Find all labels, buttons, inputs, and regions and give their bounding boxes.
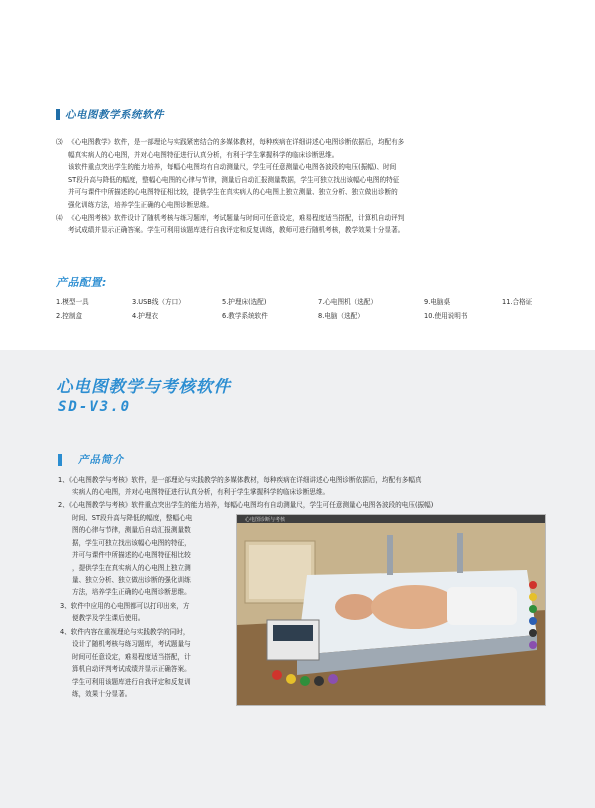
para-line: ⑶ 《心电图教学》软件，是一部理论与实践紧密结合的多媒体教材，每种疾病在详细讲述心电图诊断依据后，均配有多 [56, 138, 405, 146]
para-line: 考试成绩并显示正确答案。学生可利用该题库进行自我评定和反复训练，教师可进行随机考核，教学效果十分显著。 [68, 226, 405, 235]
para-line: 并可与课件中所描述的心电图特征相比较，提供学生在真实病人的心电图上独立测量、独立分析、独立做出诊断的 [68, 188, 398, 197]
config-item: 3.USB线（方口） [132, 298, 185, 306]
para-line: 幅真实病人的心电图，并对心电图特征进行认真分析，有利于学生掌握科学的临床诊断思维。 [68, 150, 339, 159]
config-item: 7.心电图机（选配） [318, 298, 378, 306]
para-line: ST段升高与降低的幅度，整幅心电图的心律与节律，测量后自动汇报测量数据，学生可独立找出该幅心电图的特征 [68, 175, 400, 184]
config-item: 4.护理衣 [132, 312, 159, 320]
config-item: 10.使用说明书 [424, 312, 468, 320]
config-item: 11.合格证 [502, 298, 533, 306]
section-bar-icon [56, 109, 60, 120]
config-row [56, 310, 546, 324]
intro-title: 产品简介 [58, 452, 124, 467]
config-title: 产品配置: [56, 276, 107, 289]
config-item: 9.电脑桌 [424, 298, 451, 306]
config-item: 8.电脑（选配） [318, 312, 364, 320]
para-line: 强化训练方法，培养学生正确的心电图诊断思维。 [68, 200, 214, 209]
software-screenshot [236, 514, 546, 706]
config-row [56, 296, 546, 310]
config-item: 1.模型一具 [56, 298, 89, 306]
point-2-body: 时间、ST段升高与降低的幅度，整幅心电 图的心律与节律，测量后自动汇报测量数 据，学生可独立找出该幅心电图的特征， 并可与课件中所描述的心电图特征相比较 ，提供学生在真实病人的心电图上独立测 量、独立分析、独立做出诊断的强化训练 方法，培养学生正确的心电图诊断思维。 [72, 514, 193, 597]
section1-body [56, 136, 544, 237]
point-1: 1、《心电图教学与考核》软件，是一部理论与实践教学的多媒体教材，每种疾病在详细讲述心电图诊断依据后，均配有多幅真 实病人的心电图，并对心电图特征进行认真分析，有利于学生掌握科学的临床诊断思维。 [58, 476, 422, 497]
config-item: 6.教学系统软件 [222, 312, 268, 320]
config-item: 5.护理床(选配) [222, 298, 267, 306]
para-line: 该软件重点突出学生的能力培养，每幅心电图均有自动测量尺，学生可任意测量心电图各波段的电压(振幅)、时间 [68, 163, 397, 172]
config-list [56, 296, 546, 324]
point-2-head: 2、《心电图教学与考核》软件重点突出学生的能力培养，每幅心电图均有自动测量尺，学生可任意测量心电图各波段的电压(振幅) [58, 501, 434, 509]
config-item: 2.控制盒 [56, 312, 83, 320]
point-3: 3、软件中应用的心电图都可以打印出来，方 便教学及学生课后使用。 [60, 602, 190, 623]
intro-bar-icon [58, 454, 62, 466]
product-model: SD-V3.0 [58, 399, 132, 415]
screenshot-header-text: 心电图诊断与考核 [245, 517, 286, 523]
point-4: 4、软件内容在重视理论与实践教学的同时， 设计了随机考核与练习题库，考试题量与 时间可任意设定，难易程度适当搭配，计 算机自动评判考试成绩并显示正确答案。 学生可利用该题库进行自我评定和反复训 练，效果十分显著。 [60, 628, 191, 699]
para-line: ⑷ 《心电图考核》软件设计了随机考核与练习题库，考试题量与时间可任意设定，难易程度适当搭配，计算机自动评判 [56, 213, 405, 222]
product-title: 心电图教学与考核软件 [56, 377, 231, 396]
section-title: 心电图教学系统软件 [56, 107, 164, 122]
ecg-scene-illustration [237, 515, 546, 706]
